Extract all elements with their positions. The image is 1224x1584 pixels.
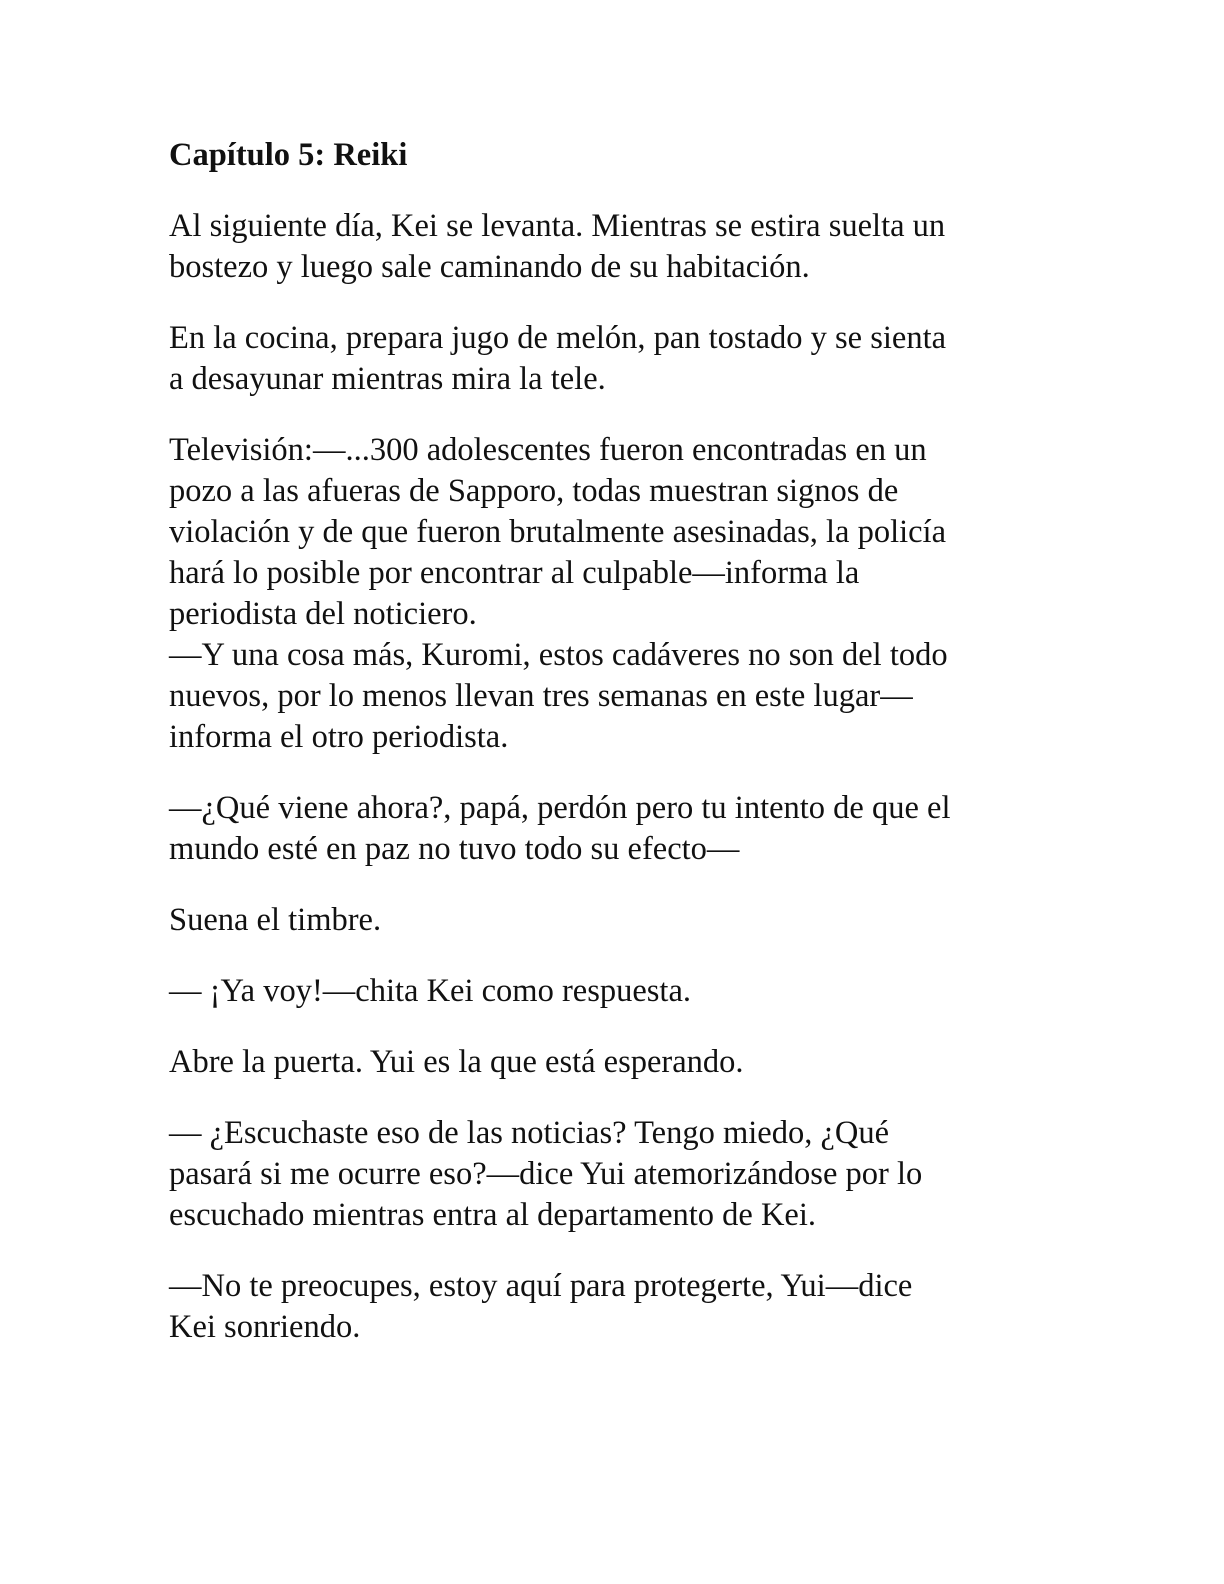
paragraph xyxy=(169,971,1049,1012)
text-line: bostezo y luego sale caminando de su habitación. xyxy=(169,249,810,285)
document-page xyxy=(169,135,1049,1378)
paragraph xyxy=(169,1266,1049,1348)
text-line: violación y de que fueron brutalmente asesinadas, la policía xyxy=(169,514,947,550)
text-line: mundo esté en paz no tuvo todo su efecto— xyxy=(169,831,740,867)
text-line: En la cocina, prepara jugo de melón, pan tostado y se sienta xyxy=(169,320,947,356)
text-line: —¿Qué viene ahora?, papá, perdón pero tu intento de que el xyxy=(169,790,951,826)
text-line: —Y una cosa más, Kuromi, estos cadáveres no son del todo xyxy=(169,637,948,673)
paragraph xyxy=(169,900,1049,941)
text-line: Televisión:—...300 adolescentes fueron encontradas en un xyxy=(169,432,927,468)
paragraph xyxy=(169,1042,1049,1083)
paragraph xyxy=(169,430,1049,758)
text-line: pozo a las afueras de Sapporo, todas muestran signos de xyxy=(169,473,899,509)
text-line: Abre la puerta. Yui es la que está esperando. xyxy=(169,1044,744,1080)
text-line: nuevos, por lo menos llevan tres semanas en este lugar— xyxy=(169,678,913,714)
text-line: Kei sonriendo. xyxy=(169,1309,361,1345)
text-line: a desayunar mientras mira la tele. xyxy=(169,361,606,397)
text-line: —No te preocupes, estoy aquí para protegerte, Yui—dice xyxy=(169,1268,913,1304)
text-line: Al siguiente día, Kei se levanta. Mientras se estira suelta un xyxy=(169,208,946,244)
text-line: informa el otro periodista. xyxy=(169,719,509,755)
text-line: — ¡Ya voy!—chita Kei como respuesta. xyxy=(169,973,691,1009)
chapter-title: Capítulo 5: Reiki xyxy=(169,137,408,173)
text-line: periodista del noticiero. xyxy=(169,596,477,632)
text-line: — ¿Escuchaste eso de las noticias? Tengo miedo, ¿Qué xyxy=(169,1115,890,1151)
text-line: pasará si me ocurre eso?—dice Yui atemorizándose por lo xyxy=(169,1156,923,1192)
paragraph xyxy=(169,1113,1049,1236)
paragraph xyxy=(169,788,1049,870)
paragraph xyxy=(169,206,1049,288)
paragraph xyxy=(169,318,1049,400)
text-line: escuchado mientras entra al departamento de Kei. xyxy=(169,1197,817,1233)
text-line: Suena el timbre. xyxy=(169,902,382,938)
text-line: hará lo posible por encontrar al culpable—informa la xyxy=(169,555,860,591)
